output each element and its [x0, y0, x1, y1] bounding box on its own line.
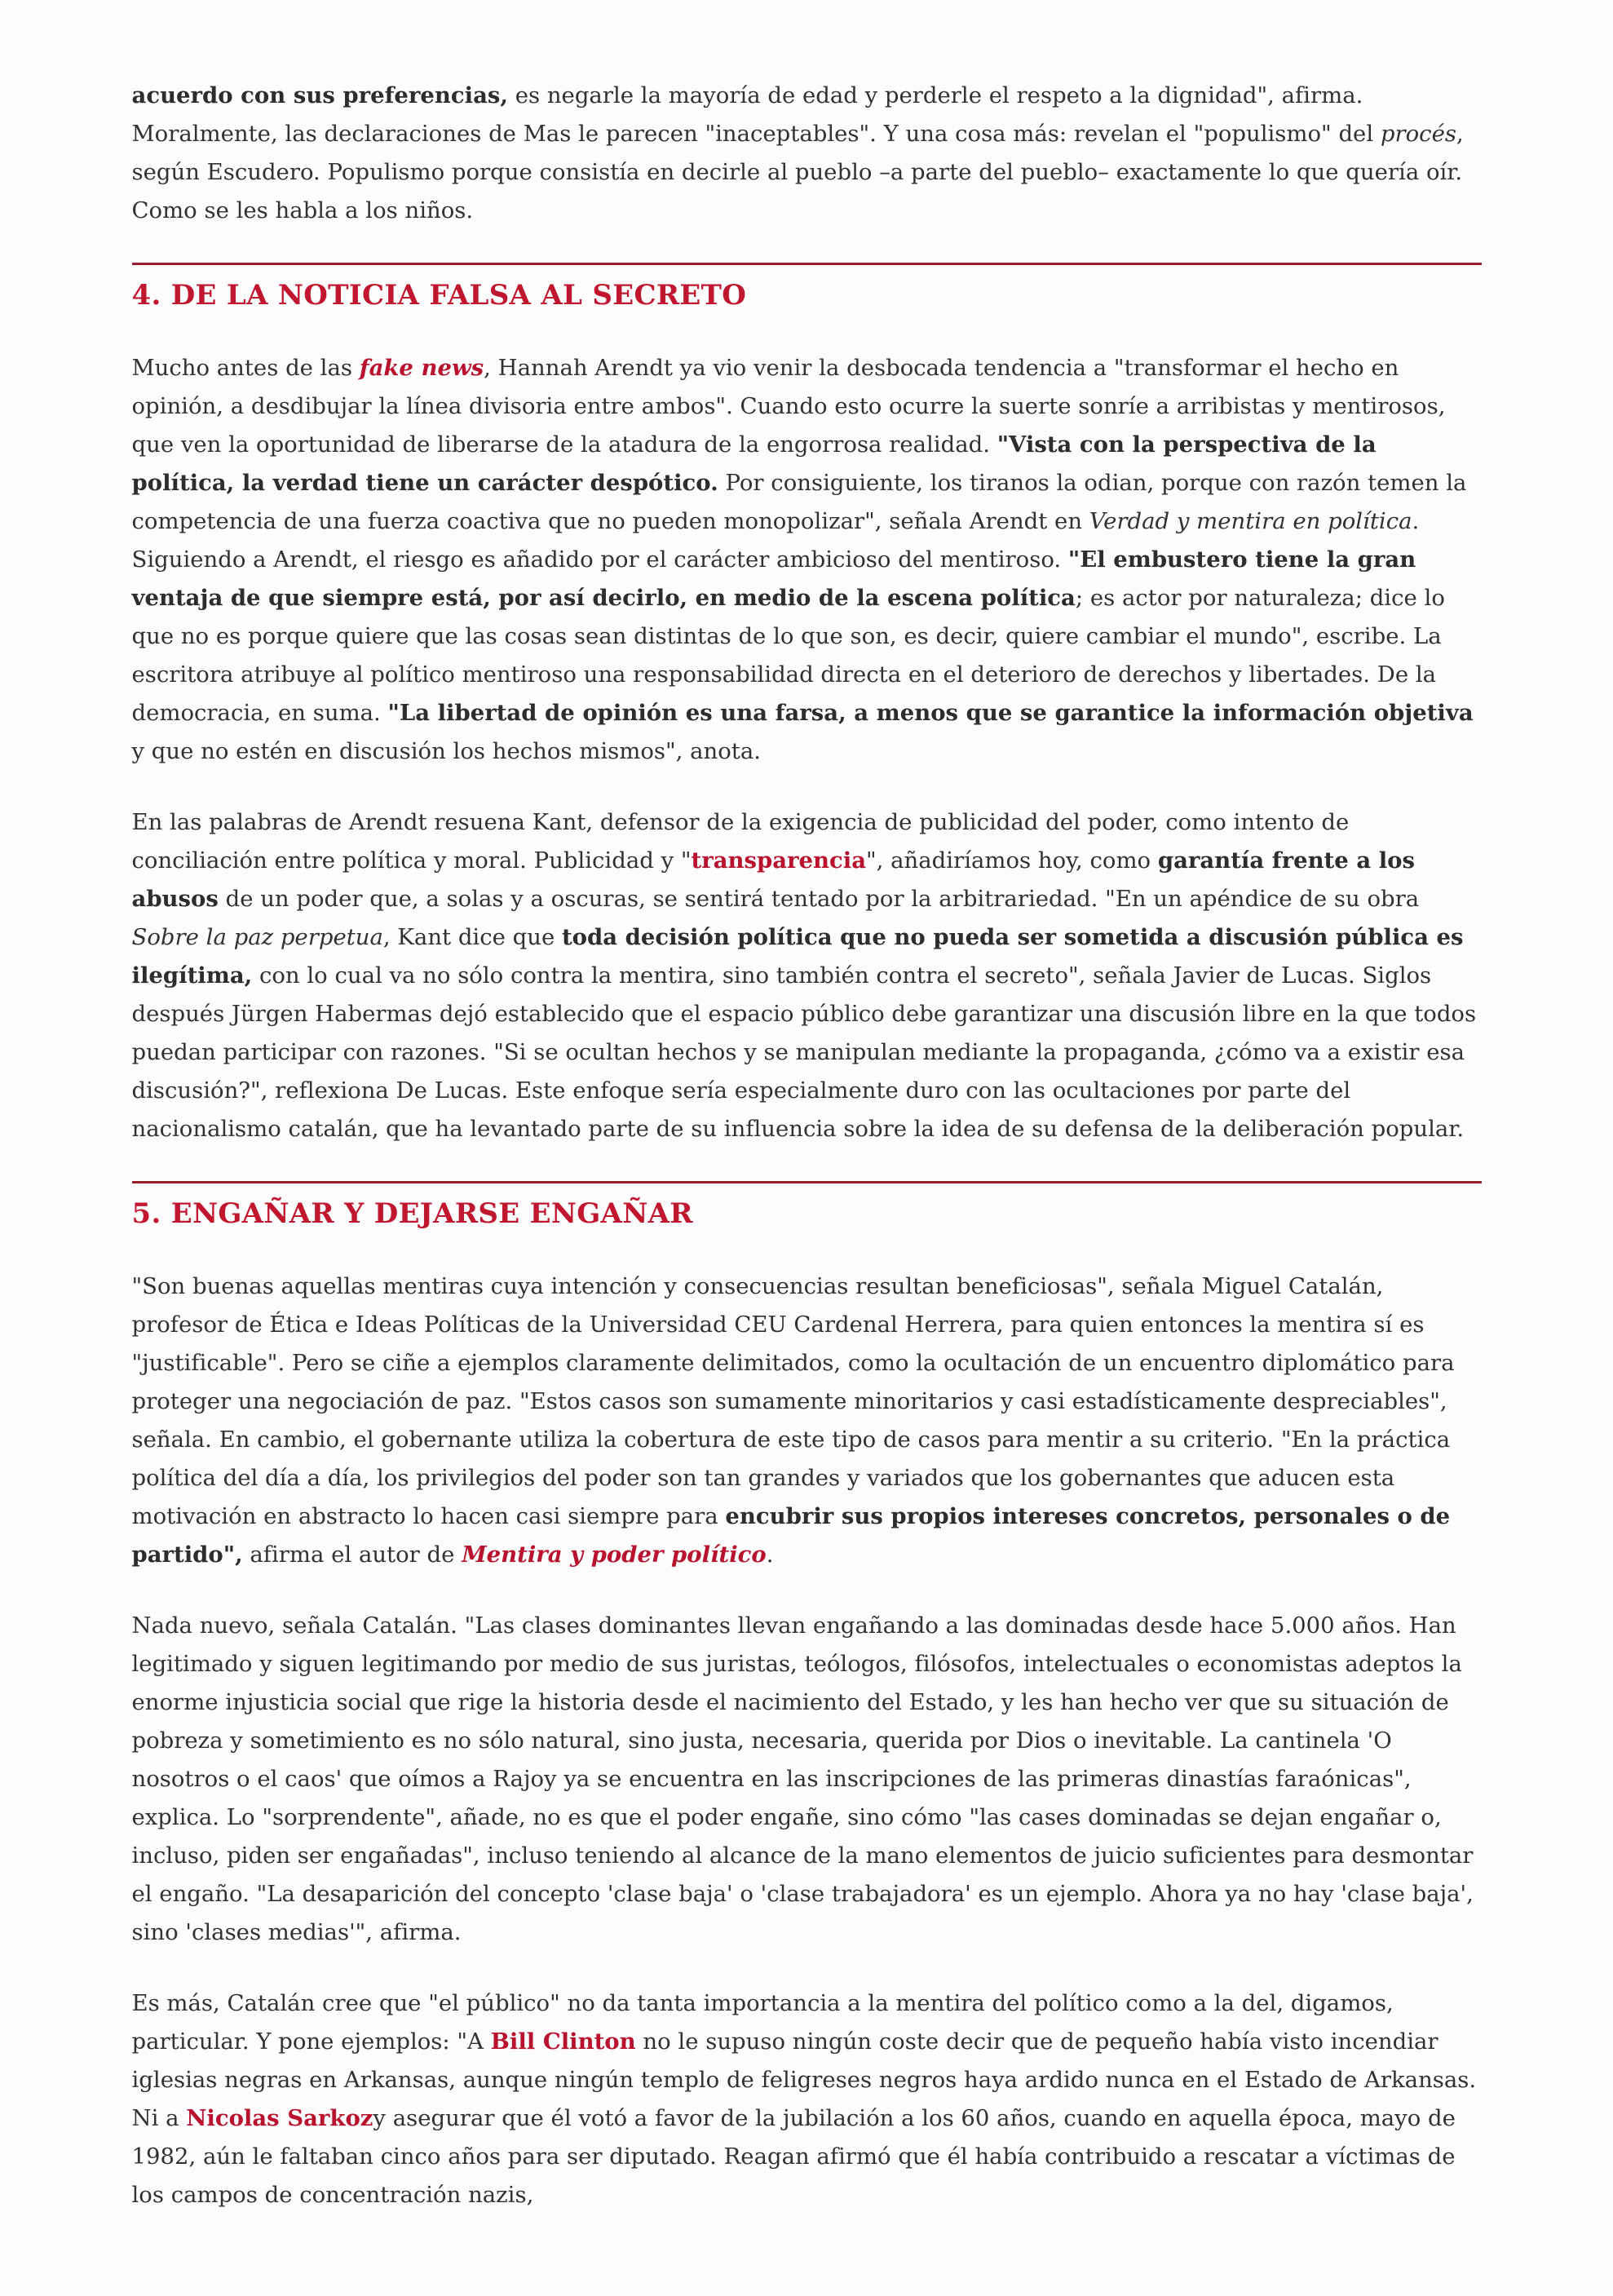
link-mentira-y-poder-político[interactable]: Mentira y poder político	[462, 1542, 767, 1568]
text-run: afirma el autor de	[242, 1542, 462, 1568]
text-run: ; es actor por naturaleza; dice lo que no es porque quiere que las cosas sean distintas de lo que son, es decir, quiere cambiar el mundo", escribe. La escritora atribuye al político mentiroso una responsabilidad directa en el deterioro de derechos y libertades. De la democracia, en suma.	[131, 585, 1445, 726]
section-divider	[132, 1181, 1482, 1183]
paragraph	[132, 1607, 1482, 1952]
text-run: garantía frente a los abusos	[131, 847, 1415, 912]
text-run: con lo cual va no sólo contra la mentira, sino también contra el secreto", señala Javier de Lucas. Siglos después Jürgen Habermas dejó establecido que el espacio público debe garantizar una discusión libre en la que todos puedan participar con razones. "Si se ocultan hechos y se manipulan mediante la propaganda, ¿cómo va a existir esa discusión?", reflexiona De Lucas. Este enfoque sería especialmente duro con las ocultaciones por parte del nacionalismo catalán, que ha levantado parte de su influencia sobre la idea de su defensa de la deliberación popular.	[131, 962, 1477, 1142]
text-run: encubrir sus propios intereses concretos, personales o de partido",	[131, 1503, 1451, 1568]
text-run: , según Escudero. Populismo porque consistía en decirle al pueblo –a parte del pueblo– exactamente lo que quería oír. Como se les habla a los niños.	[131, 121, 1464, 223]
text-run: , Hannah Arendt ya vio venir la desbocada tendencia a "transformar el hecho en opinión, a desdibujar la línea divisoria entre ambos". Cuando esto ocurre la suerte sonríe a arribistas y mentirosos, que ven la oportunidad de liberarse de la atadura de la engorrosa realidad.	[131, 355, 1446, 458]
text-run: En las palabras de Arendt resuena Kant, defensor de la exigencia de publicidad del poder, como intento de conciliación entre política y moral. Publicidad y "	[131, 809, 1350, 874]
text-run: Nada nuevo, señala Catalán. "Las clases dominantes llevan engañando a las dominadas desde hace 5.000 años. Han legitimado y siguen legitimando por medio de sus juristas, teólogos, filósofos, intelectuales o economistas adeptos la enorme injusticia social que rige la historia desde el nacimiento del Estado, y les han hecho ver que su situación de pobreza y sometimiento es no sólo natural, sino justa, necesaria, querida por Dios o inevitable. La cantinela 'O nosotros o el caos' que oímos a Rajoy ya se encuentra en las inscripciones de las primeras dinastías faraónicas", explica. Lo "sorprendente", añade, no es que el poder engañe, sino cómo "las cases dominadas se dejan engañar o, incluso, piden ser engañadas", incluso teniendo al alcance de la mano elementos de juicio suficientes para desmontar el engaño. "La desaparición del concepto 'clase baja' o 'clase trabajadora' es un ejemplo. Ahora ya no hay 'clase baja', sino 'clases medias'", afirma.	[131, 1613, 1474, 1945]
text-run: Mucho antes de las	[131, 355, 360, 381]
link-bill-clinton[interactable]: Bill Clinton	[490, 2028, 636, 2055]
text-run: Verdad y mentira en política	[1089, 508, 1412, 534]
text-run: . Siguiendo a Arendt, el riesgo es añadido por el carácter ambicioso del mentiroso.	[131, 508, 1420, 573]
text-run: es negarle la mayoría de edad y perderle el respeto a la dignidad", afirma. Moralmente, las declaraciones de Mas le parecen "inaceptables". Y una cosa más: revelan el "populismo" del	[131, 82, 1381, 147]
text-run: toda decisión política que no pueda ser sometida a discusión pública es ilegítima,	[131, 924, 1464, 989]
text-run: Es más, Catalán cree que "el público" no da tanta importancia a la mentira del político como a la del, digamos, particular. Y pone ejemplos: "A	[131, 1990, 1394, 2055]
section-heading-4: 4. DE LA NOTICIA FALSA AL SECRETO	[131, 279, 747, 312]
link-nicolas-sarkoz[interactable]: Nicolas Sarkoz	[186, 2105, 373, 2131]
text-run: no le supuso ningún coste decir que de pequeño había visto incendiar iglesias negras en Arkansas, aunque ningún templo de feligreses negros haya ardido nunca en el Estado de Arkansas. Ni a	[131, 2028, 1477, 2131]
text-run: Sobre la paz perpetua	[131, 924, 383, 950]
section-heading-5: 5. ENGAÑAR Y DEJARSE ENGAÑAR	[131, 1197, 693, 1230]
text-run: de un poder que, a solas y a oscuras, se sentirá tentado por la arbitrariedad. "En un apéndice de su obra	[218, 886, 1420, 912]
text-run: "La libertad de opinión es una farsa, a menos que se garantice la información objetiva	[387, 700, 1474, 726]
text-run: Por consiguiente, los tiranos la odian, porque con razón temen la competencia de una fuerza coactiva que no pueden monopolizar", señala Arendt en	[131, 470, 1467, 534]
text-run: "Vista con la perspectiva de la política, la verdad tiene un carácter despótico.	[131, 431, 1377, 496]
paragraph	[132, 349, 1482, 771]
link-transparencia[interactable]: transparencia	[691, 847, 867, 874]
text-run: "Son buenas aquellas mentiras cuya intención y consecuencias resultan beneficiosas", señala Miguel Catalán, profesor de Ética e Ideas Políticas de la Universidad CEU Cardenal Herrera, para quien entonces la mentira sí es "justificable". Pero se ciñe a ejemplos claramente delimitados, como la ocultación de un encuentro diplomático para proteger una negociación de paz. "Estos casos son sumamente minoritarios y casi estadísticamente despreciables", señala. En cambio, el gobernante utiliza la cobertura de este tipo de casos para mentir a su criterio. "En la práctica política del día a día, los privilegios del poder son tan grandes y variados que los gobernantes que aducen esta motivación en abstracto lo hacen casi siempre para	[131, 1273, 1455, 1529]
text-run: ", añadiríamos hoy, como	[866, 847, 1158, 874]
paragraph	[132, 803, 1482, 1148]
text-run: procés	[1380, 121, 1456, 147]
text-run: y que no estén en discusión los hechos mismos", anota.	[131, 738, 761, 764]
text-run: acuerdo con sus preferencias,	[131, 82, 508, 108]
paragraph-intro	[132, 77, 1482, 230]
text-run: "El embustero tiene la gran ventaja de que siempre está, por así decirlo, en medio de la escena política	[131, 546, 1416, 611]
article-body	[132, 0, 1482, 2296]
text-run: .	[766, 1542, 774, 1568]
link-fake-news[interactable]: fake news	[359, 355, 484, 381]
section-divider	[132, 263, 1482, 265]
text-run: y asegurar que él votó a favor de la jubilación a los 60 años, cuando en aquella época, mayo de 1982, aún le faltaban cinco años para ser diputado. Reagan afirmó que él había contribuido a rescatar a víctimas de los campos de concentración nazis,	[131, 2105, 1456, 2208]
paragraph	[132, 1267, 1482, 1574]
paragraph	[132, 1984, 1482, 2214]
text-run: , Kant dice que	[382, 924, 562, 950]
